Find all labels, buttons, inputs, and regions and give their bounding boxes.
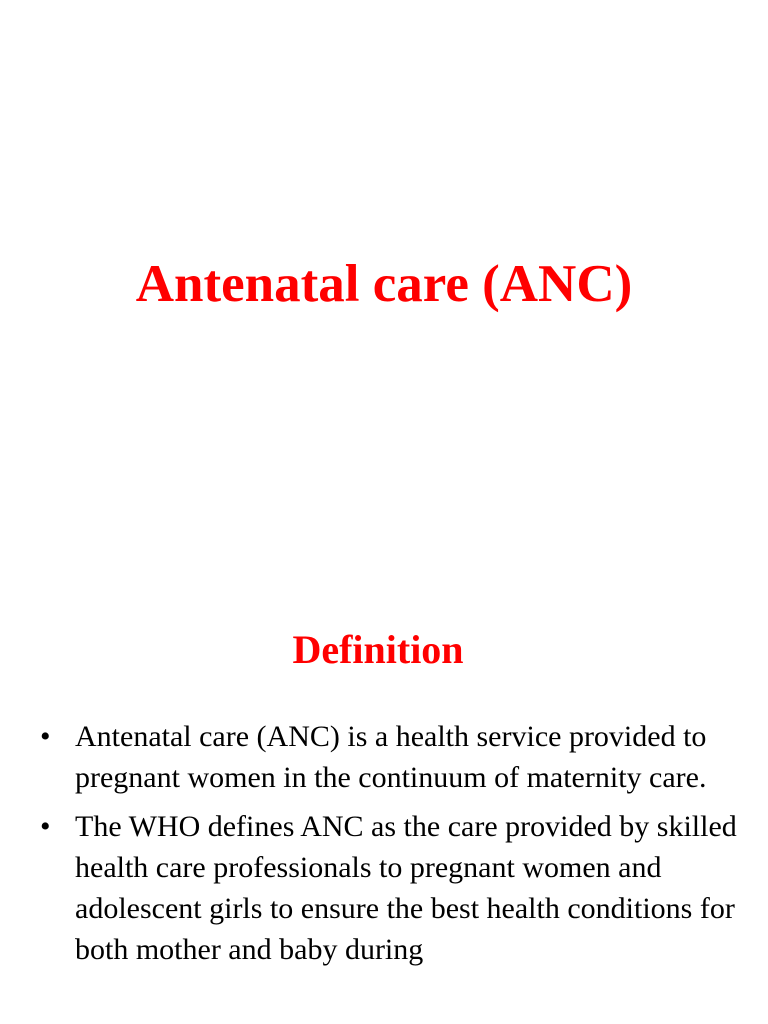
bullet-list [0, 716, 768, 978]
bullet-text: Antenatal care (ANC) is a health service provided to pregnant women in the continuum of maternity care. [75, 720, 707, 794]
slide-title: Antenatal care (ANC) [135, 255, 633, 313]
bullet-dot-icon: • [40, 810, 51, 843]
bullet-item [0, 806, 768, 970]
bullet-dot-icon: • [40, 720, 51, 753]
bullet-text: The WHO defines ANC as the care provided by skilled health care professionals to pregnant women and adolescent girls to ensure the best health conditions for both mother and baby during [75, 810, 737, 966]
section-heading: Definition [292, 627, 464, 672]
bullet-item [0, 716, 768, 798]
